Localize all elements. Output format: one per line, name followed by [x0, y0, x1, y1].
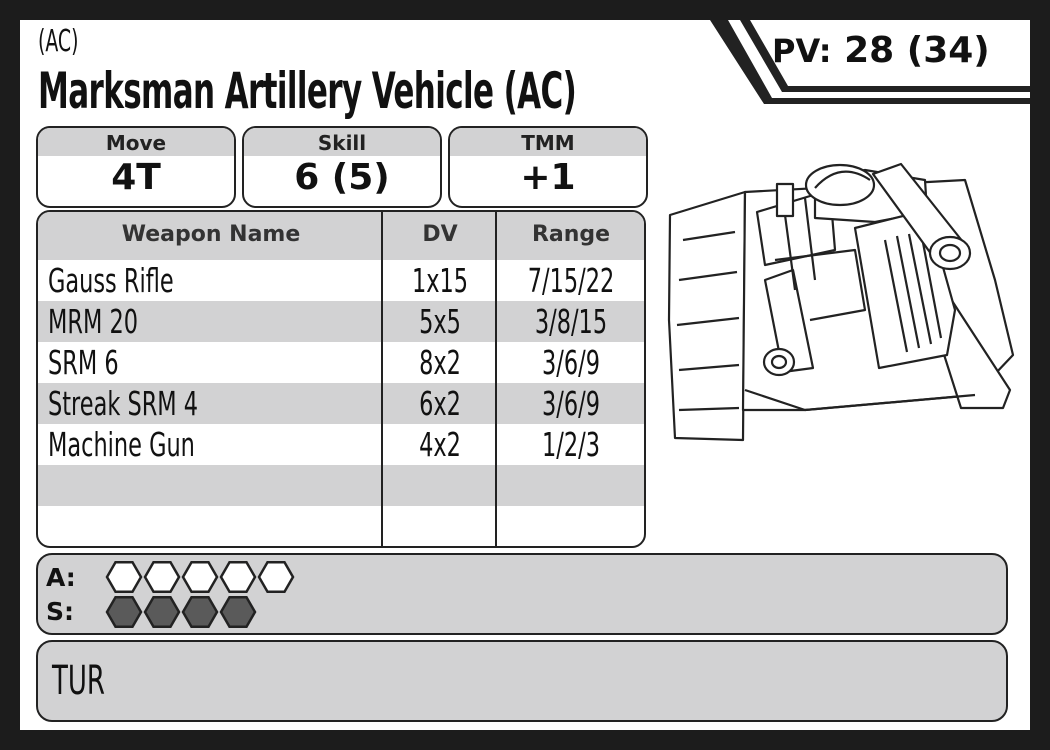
tmm-stat — [448, 126, 648, 208]
tank-illustration-icon — [665, 140, 1015, 445]
damage-hex-track — [86, 555, 346, 633]
weapon-range: 3/6/9 — [542, 343, 600, 382]
range-header: Range — [531, 222, 611, 247]
pv-label: PV: — [772, 32, 832, 70]
weapon-row — [38, 383, 644, 424]
dv-header: DV — [422, 222, 458, 247]
armor-label: A: — [46, 563, 76, 592]
weapon-name: SRM 6 — [48, 343, 119, 382]
column-divider — [381, 212, 383, 546]
point-value — [772, 30, 990, 71]
armor-hex-icon[interactable] — [145, 562, 179, 591]
weapon-range: 3/6/9 — [542, 384, 600, 423]
weapon-range: 7/15/22 — [527, 261, 615, 300]
weapon-range: 3/8/15 — [534, 302, 608, 341]
weapon-row — [38, 342, 644, 383]
move-stat — [36, 126, 236, 208]
weapon-row — [38, 260, 644, 301]
weapon-dv: 1x15 — [411, 261, 469, 300]
armor-hex-icon[interactable] — [221, 562, 255, 591]
structure-hex-icon[interactable] — [183, 597, 217, 626]
pv-number: 28 (34) — [844, 30, 990, 71]
skill-stat — [242, 126, 442, 208]
weapon-range: 1/2/3 — [542, 425, 600, 464]
weapon-dv: 4x2 — [419, 425, 461, 464]
weapon-row-empty — [38, 465, 644, 506]
unit-name: Marksman Artillery Vehicle (AC) — [38, 62, 577, 120]
structure-hex-icon[interactable] — [107, 597, 141, 626]
move-label: Move — [38, 128, 234, 156]
structure-hex-icon[interactable] — [221, 597, 255, 626]
structure-hex-icon[interactable] — [145, 597, 179, 626]
skill-label: Skill — [244, 128, 440, 156]
armor-hex-icon[interactable] — [107, 562, 141, 591]
damage-panel — [36, 553, 1008, 635]
weapon-row — [38, 301, 644, 342]
move-value: 4T — [111, 157, 161, 198]
weapon-name: Streak SRM 4 — [48, 384, 199, 423]
weapon-name: Machine Gun — [48, 425, 195, 464]
armor-hex-icon[interactable] — [259, 562, 293, 591]
tmm-label: TMM — [450, 128, 646, 156]
weapon-dv: 5x5 — [419, 302, 461, 341]
skill-value: 6 (5) — [294, 157, 390, 198]
weapon-name: Gauss Rifle — [48, 261, 174, 300]
specials-panel — [36, 640, 1008, 722]
armor-hex-icon[interactable] — [183, 562, 217, 591]
weapon-dv: 6x2 — [419, 384, 461, 423]
unit-card — [20, 20, 1030, 730]
unit-subtitle: (AC) — [38, 24, 79, 59]
weapons-table — [36, 210, 646, 548]
point-value-block — [710, 20, 1030, 105]
weapon-name: MRM 20 — [48, 302, 139, 341]
column-divider — [495, 212, 497, 546]
weapon-row — [38, 424, 644, 465]
weapon-name-header: Weapon Name — [121, 222, 301, 247]
special-abilities: TUR — [52, 658, 105, 704]
weapon-dv: 8x2 — [419, 343, 461, 382]
weapons-header-row — [38, 212, 644, 260]
structure-label: S: — [46, 597, 75, 626]
tmm-value: +1 — [520, 157, 576, 198]
